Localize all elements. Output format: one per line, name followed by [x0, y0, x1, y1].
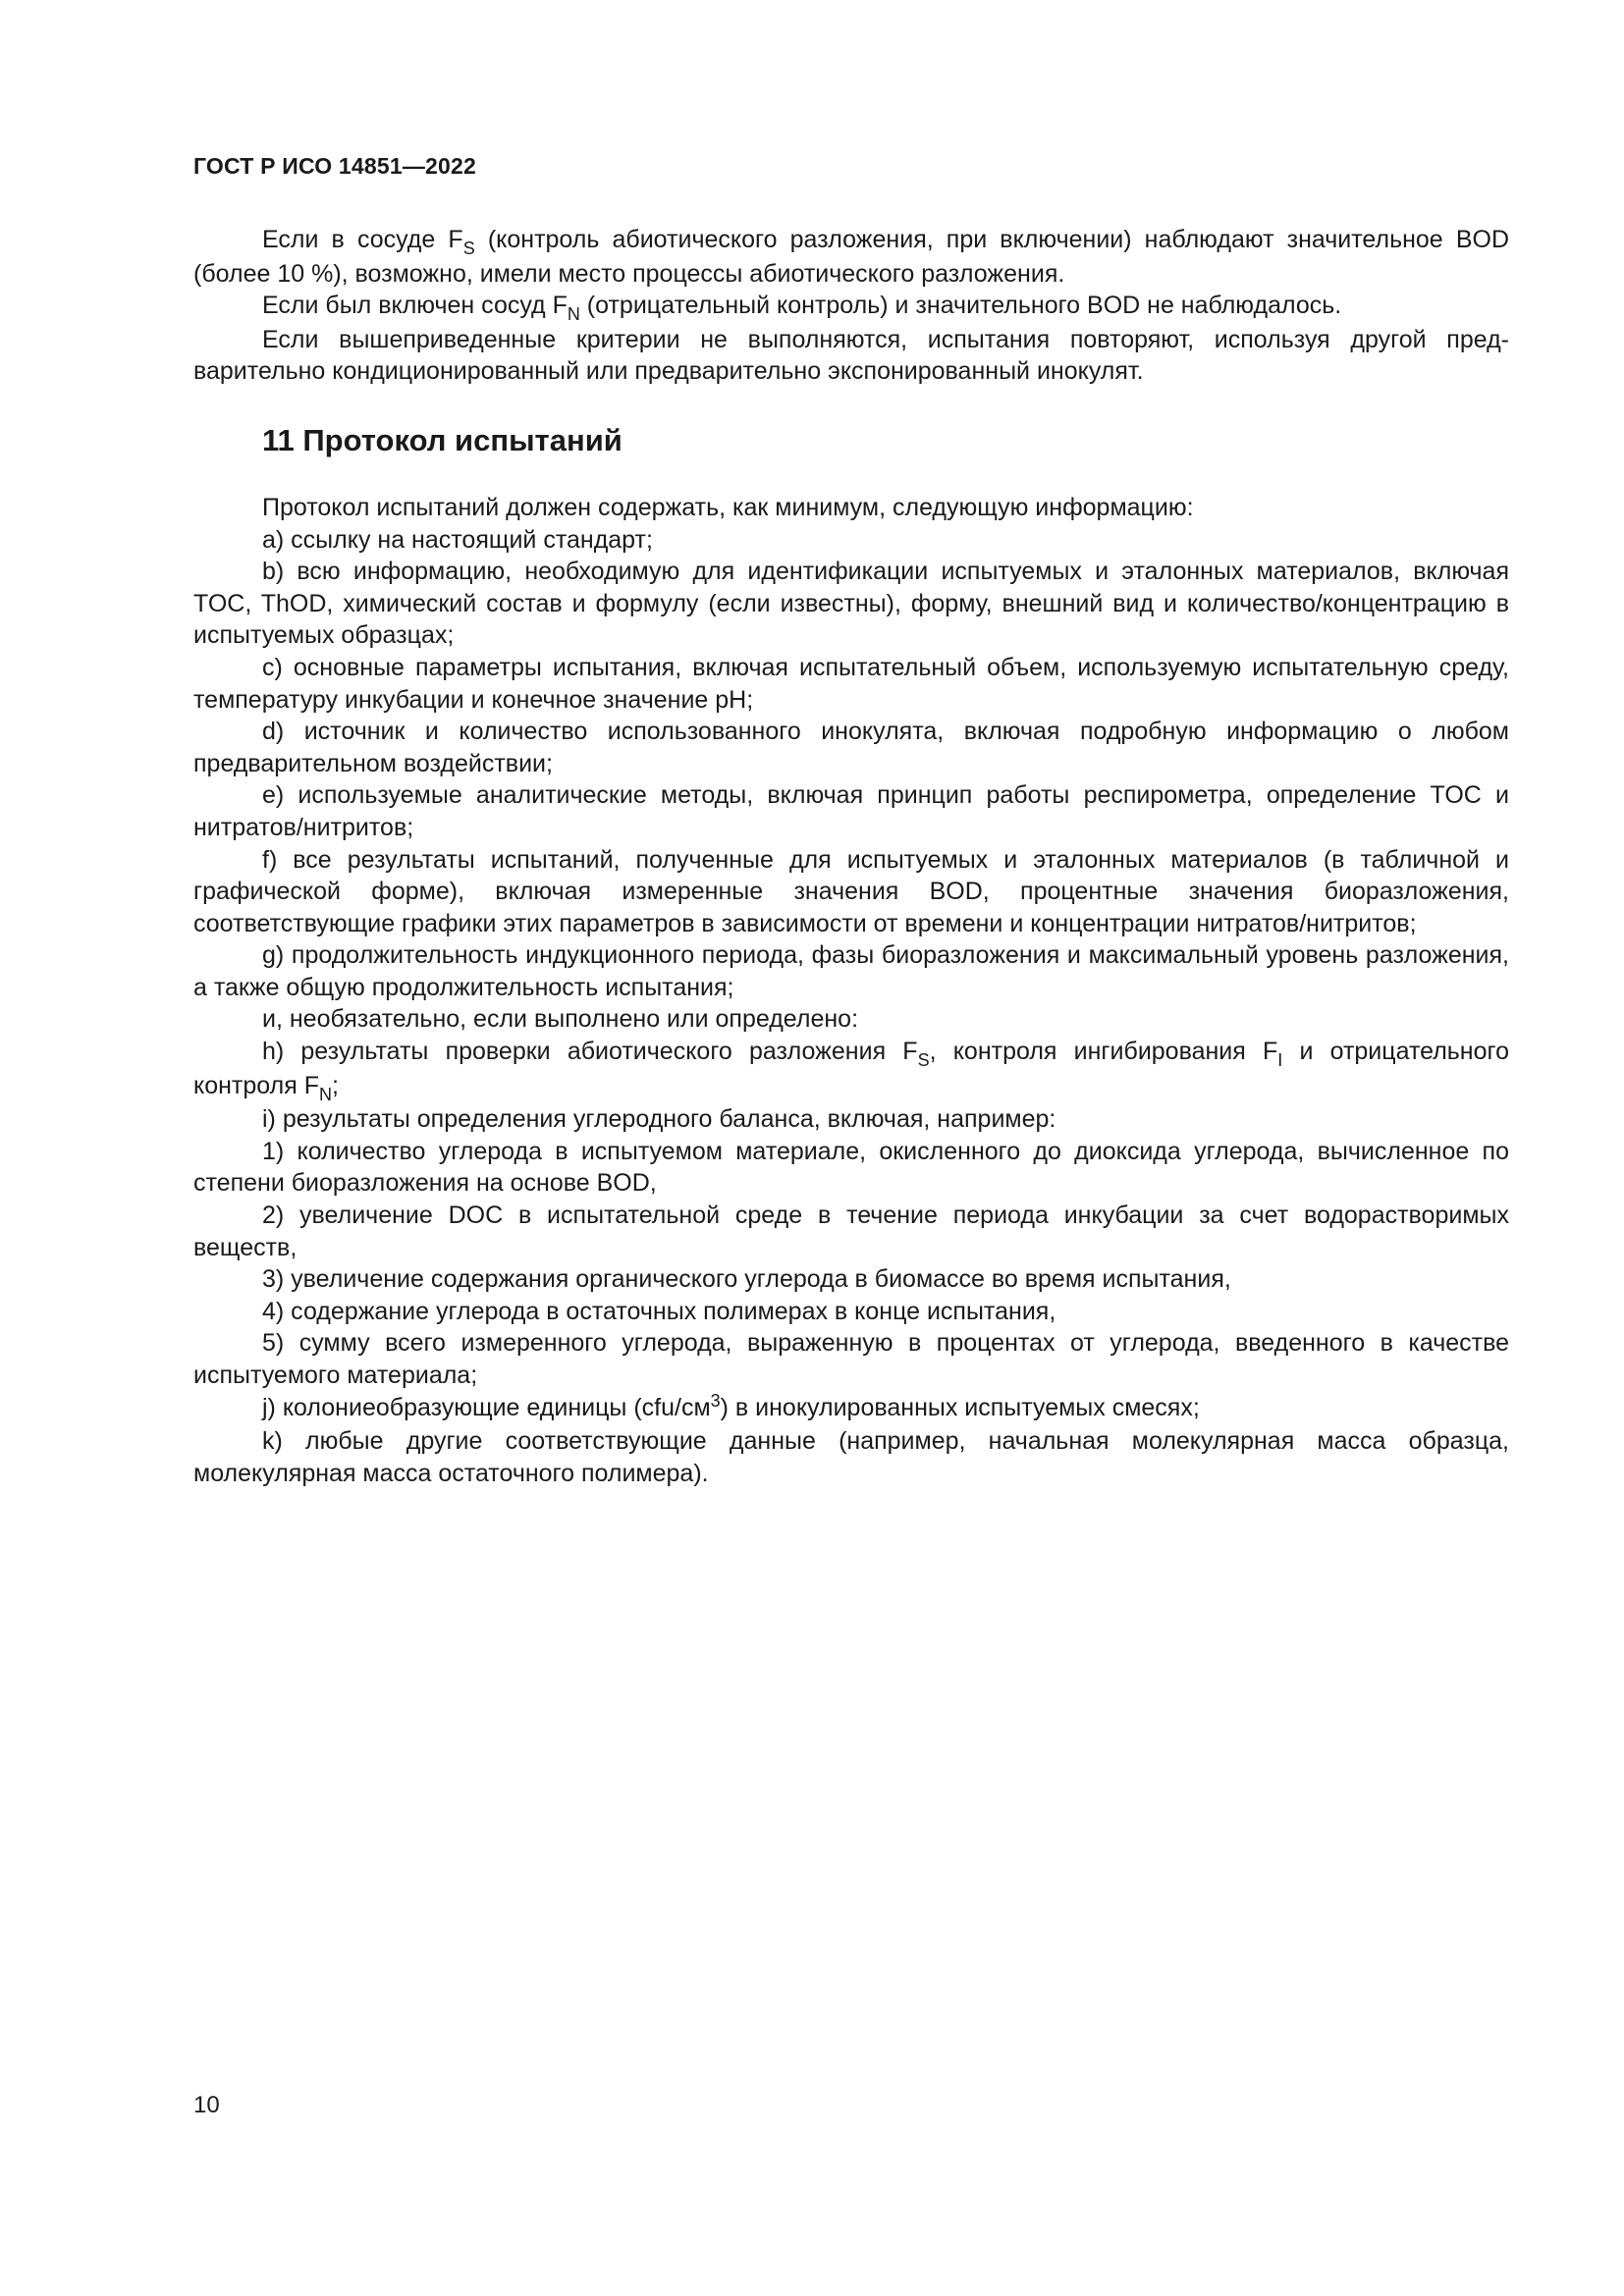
paragraph-fn-control: Если был включен сосуд $F_N$ (отрицательный контроль) и значительного BOD не наблюдалось.: [262, 292, 1342, 325]
list-subitem-2: 2) увеличение DOC в испытательной среде в течение периода инкубации за счет водорастворимых веществ,: [193, 1201, 1509, 1261]
list-item-d: d) источник и количество использованного инокулята, включая подробную информацию о любом предварительном воздействии;: [193, 718, 1509, 777]
list-item-a: а) ссылку на настоящий стандарт;: [262, 525, 653, 554]
list-item-i: i) результаты определения углеродного баланса, включая, например:: [262, 1105, 1056, 1134]
paragraph-repeat-test: Если вышеприведенные критерии не выполняются, испытания повторяют, используя другой предварительно кондиционированный или предварительно экспонированный инокулят.: [193, 325, 1509, 386]
paragraph-protocol-intro: Протокол испытаний должен содержать, как минимум, следующую информацию:: [262, 493, 1194, 521]
paragraph-fs-control: Если в сосуде $F_S$ (контроль абиотического разложения, при включении) наблюдают значительное BOD (более 10 %), возможно, имели место процессы абиотического разложения.: [193, 226, 1510, 288]
list-item-b: b) всю информацию, необходимую для идентификации испытуемых и эталонных материалов, включая TOC, ThOD, химический состав и формулу (если известны), форму, внешний вид и количество/концентрацию в испытуемых образцах;: [193, 558, 1509, 650]
list-subitem-4: 4) содержание углерода в остаточных полимерах в конце испытания,: [262, 1297, 1056, 1325]
list-item-f: f) все результаты испытаний, полученные для испытуемых и эталонных материалов (в табличной и графической форме), включая измеренные значения BOD, процентные значения биоразложения, соответствующие графики этих параметров в зависимости от времени и концентрации нитратов/нитритов;: [193, 845, 1509, 937]
page-number: 10: [193, 2092, 220, 2118]
list-item-c: c) основные параметры испытания, включая испытательный объем, используемую испытательную среду, температуру инкубации и конечное значение pH;: [193, 653, 1509, 714]
list-item-g: g) продолжительность индукционного периода, фазы биоразложения и максимальный уровень разложения, а также общую продолжительность испытания;: [193, 941, 1509, 1001]
list-subitem-1: 1) количество углерода в испытуемом материале, окисленного до диоксида углерода, вычисленное по степени биоразложения на основе BOD,: [193, 1137, 1509, 1198]
paragraph-optional: и, необязательно, если выполнено или определено:: [262, 1005, 859, 1034]
list-item-h: h) результаты проверки абиотического разложения $F_S$, контроля ингибирования $F_I$ и отрицательного контроля $F_N$;: [193, 1038, 1509, 1104]
section-title: 11 Протокол испытаний: [262, 422, 623, 457]
list-item-k: k) любые другие соответствующие данные (например, начальная молекулярная масса образца, молекулярная масса остаточного полимера).: [193, 1427, 1509, 1487]
page-content: [193, 224, 1509, 1489]
document-header: ГОСТ Р ИСО 14851—2022: [193, 153, 477, 179]
list-subitem-5: 5) сумму всего измеренного углерода, выраженную в процентах от углерода, введенного в качестве испытуемого материала;: [193, 1329, 1509, 1389]
list-subitem-3: 3) увеличение содержания органического углерода в биомассе во время испытания,: [262, 1265, 1231, 1294]
list-item-j: j) колониеобразующие единицы $(cfu/см^3)$ в инокулированных испытуемых смесях;: [262, 1390, 1200, 1421]
list-item-e: e) используемые аналитические методы, включая принцип работы респирометра, определение TOC и нитратов/нитритов;: [193, 781, 1509, 841]
